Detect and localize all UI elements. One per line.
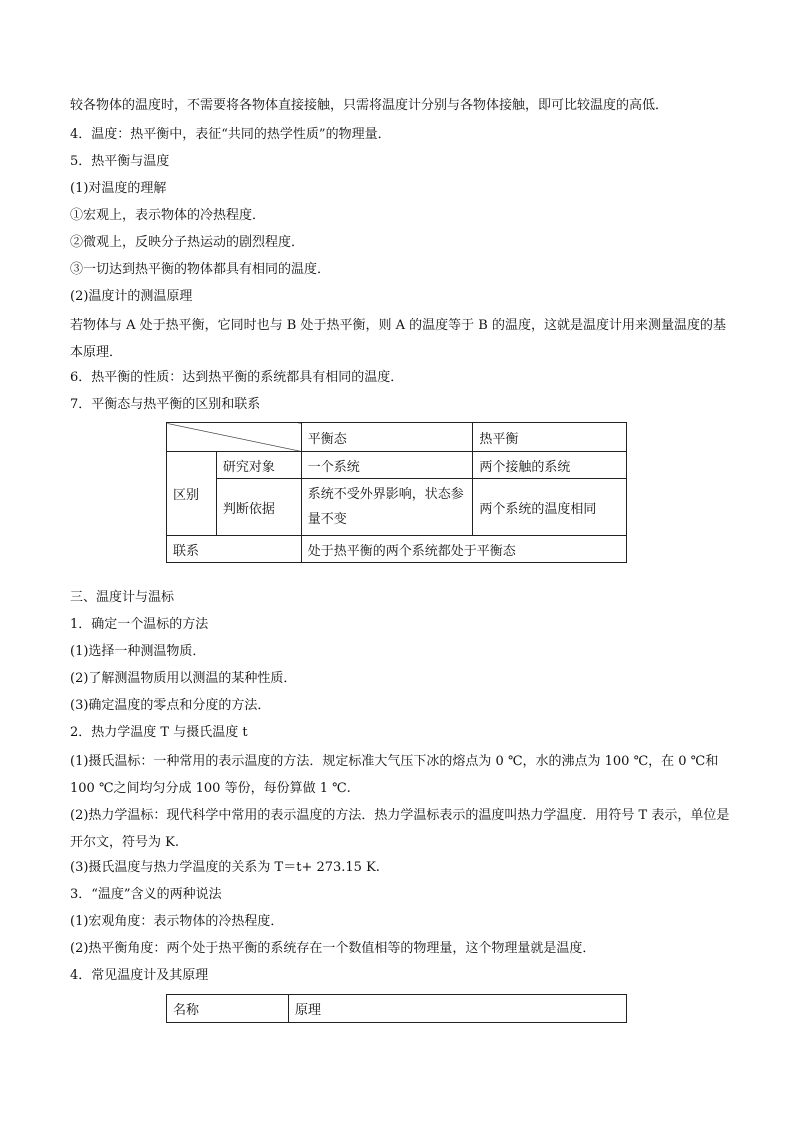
list-item: (3)摄氏温度与热力学温度的关系为 T＝t+ 273.15 K. [70, 860, 380, 875]
paragraph: 若物体与 A 处于热平衡，它同时也与 B 处于热平衡，则 A 的温度等于 B 的温度，这就是温度计用来测量温度的基本原理． [70, 318, 726, 360]
diagonal-header-cell [167, 423, 302, 452]
row-label-object: 研究对象 [216, 452, 301, 479]
header-equilibrium: 平衡态 [301, 423, 473, 452]
cell-criterion-equilibrium: 系统不受外界影响，状态参量不变 [301, 479, 473, 536]
header-principle: 原理 [289, 995, 627, 1023]
paragraph: (1)摄氏温标：一种常用的表示温度的方法．规定标准大气压下冰的熔点为 0 ℃，水的沸点为 100 ℃，在 0 ℃和 100 ℃之间均匀分成 100 等份，每份算做 1 ℃. [70, 754, 719, 796]
item-heading: 6．热平衡的性质：达到热平衡的系统都具有相同的温度． [70, 370, 404, 385]
comparison-table [166, 422, 627, 563]
cell-criterion-thermal: 两个系统的温度相同 [473, 479, 627, 536]
list-item: (1)宏观角度：表示物体的冷热程度． [70, 914, 284, 929]
list-item: ②微观上，反映分子热运动的剧烈程度． [70, 235, 305, 250]
list-item: (2)了解测温物质用以测温的某种性质． [70, 671, 297, 686]
item-heading: 1．确定一个温标的方法 [70, 617, 209, 632]
row-label-relation: 联系 [167, 536, 302, 563]
paragraph-line: 较各物体的温度时，不需要将各物体直接接触，只需将温度计分别与各物体接触，即可比较温度的高低． [70, 98, 669, 113]
cell-relation: 处于热平衡的两个系统都处于平衡态 [301, 536, 626, 563]
row-label-criterion: 判断依据 [216, 479, 301, 536]
list-item: ①宏观上，表示物体的冷热程度． [70, 208, 266, 223]
list-item: (3)确定温度的零点和分度的方法． [70, 698, 271, 713]
cell-object-thermal: 两个接触的系统 [473, 452, 627, 479]
header-thermal-equilibrium: 热平衡 [473, 423, 627, 452]
item-heading: 5．热平衡与温度 [70, 154, 170, 169]
item-heading: 4．常见温度计及其原理 [70, 968, 209, 983]
item-heading: 7．平衡态与热平衡的区别和联系 [70, 397, 261, 412]
sub-heading: (1)对温度的理解 [70, 181, 167, 196]
sub-heading: (2)温度计的测温原理 [70, 289, 193, 304]
item-heading: 4．温度：热平衡中，表征“共同的热学性质”的物理量． [70, 127, 391, 142]
thermometer-table [166, 994, 627, 1023]
list-item: (1)选择一种测温物质． [70, 644, 206, 659]
cell-object-equilibrium: 一个系统 [301, 452, 473, 479]
paragraph: (2)热力学温标：现代科学中常用的表示温度的方法．热力学温标表示的温度叫热力学温度．用符号 T 表示，单位是开尔文，符号为 K. [70, 808, 730, 850]
item-heading: 3．“温度”含义的两种说法 [70, 887, 222, 902]
item-heading: 2．热力学温度 T 与摄氏温度 t [70, 725, 248, 740]
header-name: 名称 [167, 995, 289, 1023]
list-item: ③一切达到热平衡的物体都具有相同的温度． [70, 262, 331, 277]
list-item: (2)热平衡角度：两个处于热平衡的系统存在一个数值相等的物理量，这个物理量就是温度． [70, 941, 596, 956]
group-label-difference: 区别 [167, 452, 217, 536]
section-heading: 三、温度计与温标 [70, 590, 175, 605]
